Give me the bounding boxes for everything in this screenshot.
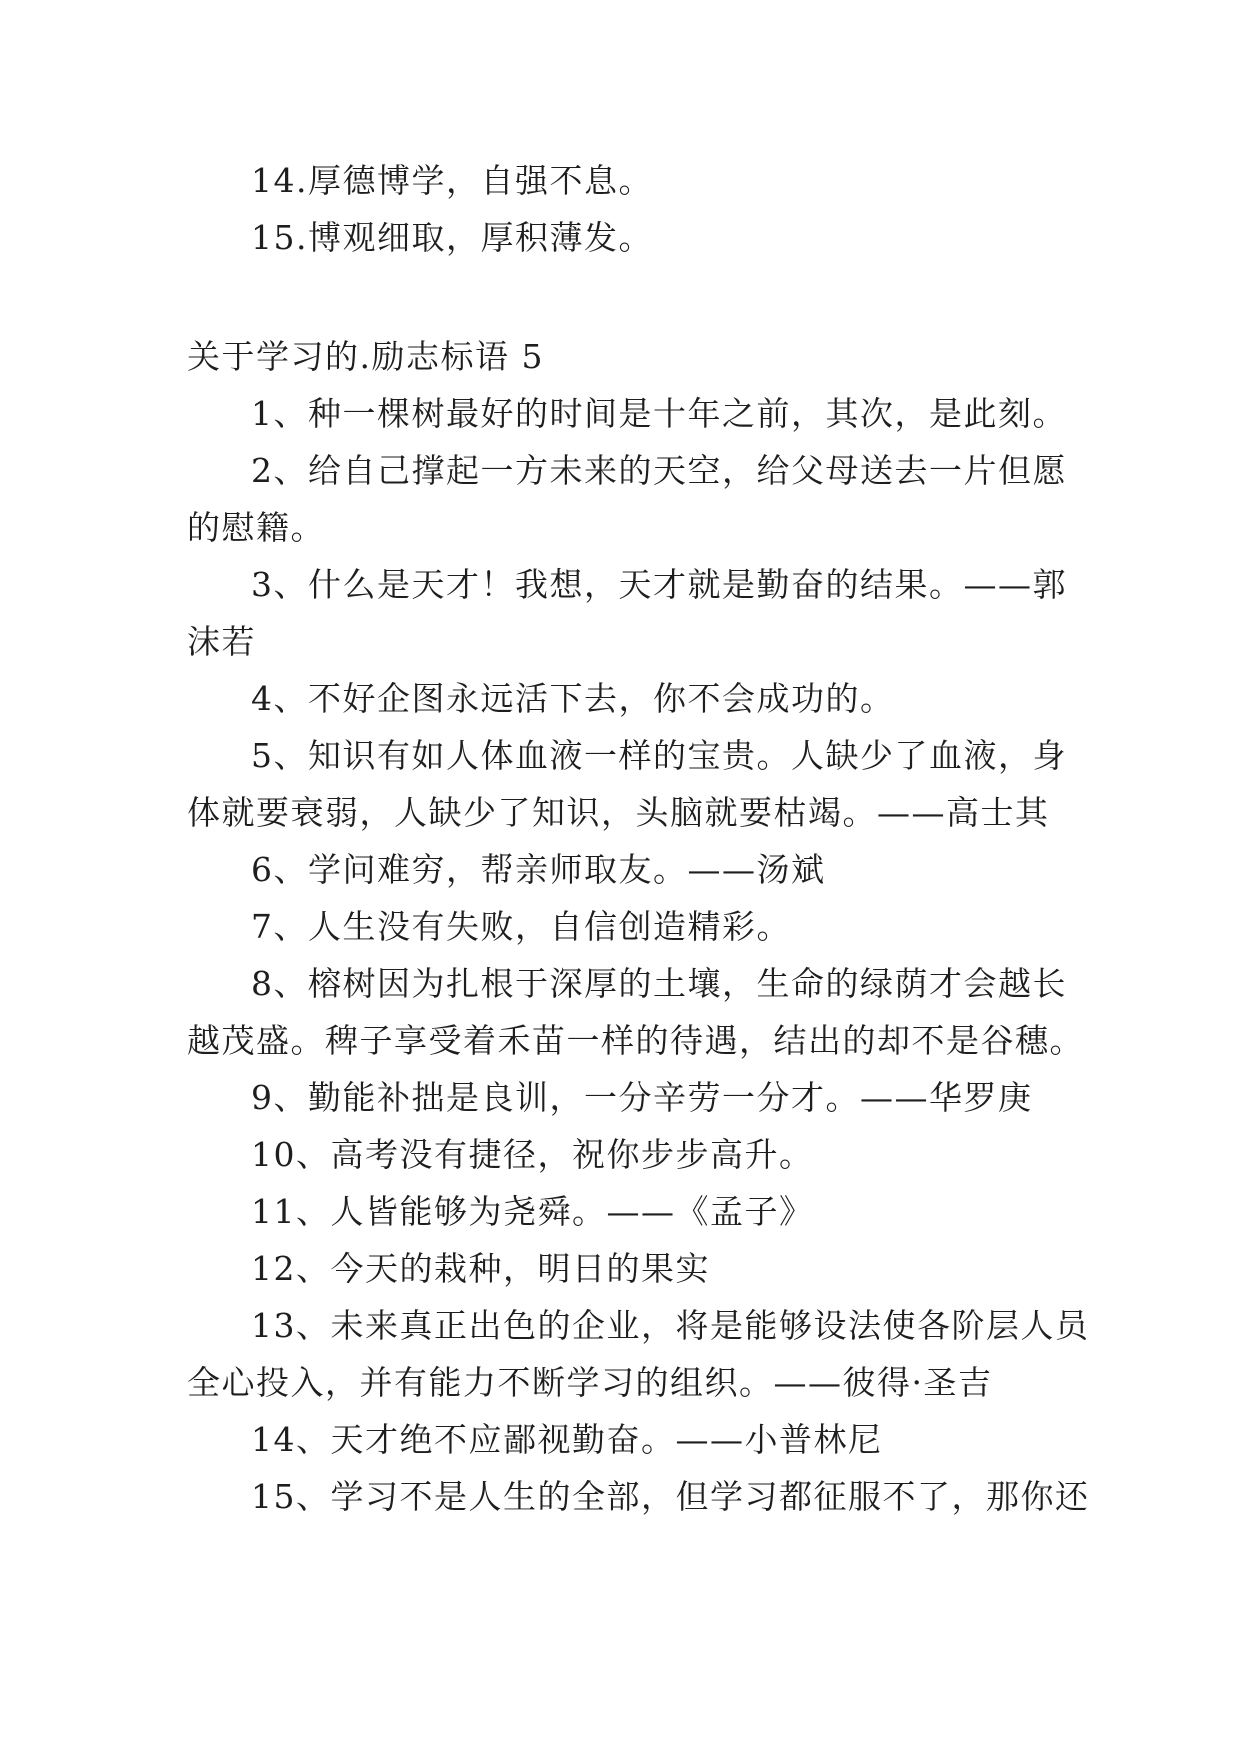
list-item: 2、给自己撑起一方未来的天空，给父母送去一片但愿 bbox=[251, 451, 1067, 490]
list-item: 13、未来真正出色的企业，将是能够设法使各阶层人员 bbox=[251, 1306, 1090, 1345]
list-item-continuation: 越茂盛。稗子享受着禾苗一样的待遇，结出的却不是谷穗。 bbox=[187, 1021, 1084, 1060]
list-item: 14、天才绝不应鄙视勤奋。——小普林尼 bbox=[251, 1420, 883, 1459]
section-heading: 关于学习的.励志标语 5 bbox=[187, 337, 544, 376]
list-item: 9、勤能补拙是良训，一分辛劳一分才。——华罗庚 bbox=[251, 1078, 1033, 1117]
document-body bbox=[187, 152, 1147, 1525]
list-item-continuation: 沫若 bbox=[187, 622, 256, 661]
list-item: 12、今天的栽种，明日的果实 bbox=[251, 1249, 710, 1288]
list-item-continuation: 的慰籍。 bbox=[187, 508, 325, 547]
list-item: 3、什么是天才！我想，天才就是勤奋的结果。——郭 bbox=[251, 565, 1067, 604]
list-item: 5、知识有如人体血液一样的宝贵。人缺少了血液，身 bbox=[251, 736, 1067, 775]
list-item: 14.厚德博学，自强不息。 bbox=[251, 161, 653, 200]
list-item-continuation: 体就要衰弱，人缺少了知识，头脑就要枯竭。——高士其 bbox=[187, 793, 1050, 832]
list-item: 7、人生没有失败，自信创造精彩。 bbox=[251, 907, 791, 946]
list-item-continuation: 全心投入，并有能力不断学习的组织。——彼得·圣吉 bbox=[187, 1363, 993, 1402]
list-item: 6、学问难穷，帮亲师取友。——汤斌 bbox=[251, 850, 826, 889]
list-item: 1、种一棵树最好的时间是十年之前，其次，是此刻。 bbox=[251, 394, 1067, 433]
list-item: 10、高考没有捷径，祝你步步高升。 bbox=[251, 1135, 814, 1174]
paragraph-spacer bbox=[187, 266, 1147, 328]
list-item: 4、不好企图永远活下去，你不会成功的。 bbox=[251, 679, 895, 718]
list-item: 11、人皆能够为尧舜。——《孟子》 bbox=[251, 1192, 814, 1231]
list-item: 15.博观细取，厚积薄发。 bbox=[251, 218, 653, 257]
list-item: 8、榕树因为扎根于深厚的土壤，生命的绿荫才会越长 bbox=[251, 964, 1067, 1003]
list-item: 15、学习不是人生的全部，但学习都征服不了，那你还 bbox=[251, 1477, 1090, 1516]
